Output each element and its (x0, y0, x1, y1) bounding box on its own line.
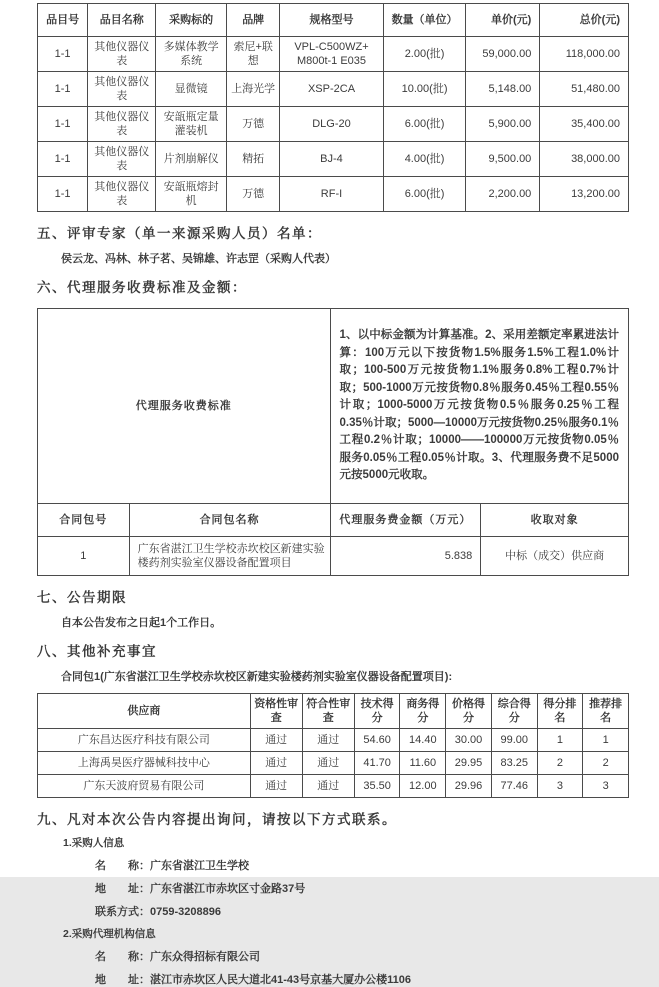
section9-heading: 九、凡对本次公告内容提出询问，请按以下方式联系。 (37, 812, 397, 827)
item-subject: 显微镜 (156, 72, 227, 107)
items-col-subject: 采购标的 (156, 4, 227, 37)
item-unit-price: 5,148.00 (466, 72, 540, 107)
pkg-name: 广东省湛江卫生学校赤坎校区新建实验楼药剂实验室仪器设备配置项目 (129, 537, 330, 576)
eval-header-row (38, 694, 629, 729)
conformity-result: 通过 (302, 752, 354, 775)
pkg-col-payer: 收取对象 (481, 504, 629, 537)
purchaser-contact: 联系方式：0759-3208896 (95, 906, 221, 918)
item-brand: 索尼+联想 (227, 37, 280, 72)
agency-name: 名 称：广东众得招标有限公司 (95, 951, 260, 963)
recommend-rank: 2 (583, 752, 629, 775)
eval-col-business: 商务得分 (400, 694, 446, 729)
pkg-fee-amount: 5.838 (330, 537, 481, 576)
section5-heading: 五、评审专家（单一来源采购人员）名单： (37, 226, 322, 241)
score-rank: 3 (537, 775, 583, 798)
items-table-header-row (38, 4, 629, 37)
item-total-price: 38,000.00 (540, 142, 629, 177)
pkg-no: 1 (38, 537, 130, 576)
pkg-payer: 中标（成交）供应商 (481, 537, 629, 576)
technical-score: 41.70 (354, 752, 400, 775)
item-quantity: 4.00(批) (383, 142, 466, 177)
item-no: 1-1 (38, 177, 88, 212)
announcement-period-text: 自本公告发布之日起1个工作日。 (61, 617, 222, 629)
eval-col-qualification: 资格性审查 (250, 694, 302, 729)
item-model: VPL-C500WZ+ M800t-1 E035 (280, 37, 383, 72)
business-score: 11.60 (400, 752, 446, 775)
item-no: 1-1 (38, 37, 88, 72)
item-unit-price: 9,500.00 (466, 142, 540, 177)
items-col-total-price: 总价(元) (540, 4, 629, 37)
contract-package-caption: 合同包1(广东省湛江卫生学校赤坎校区新建实验楼药剂实验室仪器设备配置项目): (61, 671, 453, 683)
item-brand: 精拓 (227, 142, 280, 177)
business-score: 12.00 (400, 775, 446, 798)
price-score: 29.95 (446, 752, 492, 775)
section7-heading: 七、公告期限 (37, 590, 127, 605)
item-brand: 上海光学 (227, 72, 280, 107)
agency-fee-table (37, 308, 629, 576)
item-subject: 片剂崩解仪 (156, 142, 227, 177)
table-row (38, 37, 629, 72)
item-name: 其他仪器仪表 (88, 37, 156, 72)
item-total-price: 35,400.00 (540, 107, 629, 142)
qualification-result: 通过 (250, 729, 302, 752)
item-total-price: 118,000.00 (540, 37, 629, 72)
overall-score: 99.00 (491, 729, 537, 752)
pkg-col-name: 合同包名称 (129, 504, 330, 537)
item-total-price: 51,480.00 (540, 72, 629, 107)
fee-standard-text: 1、以中标金额为计算基准。2、采用差额定率累进法计算：100万元以下按货物1.5%服务1.5%工程1.0%计取；100-500万元按货物1.1%服务0.8%工程0.7%计取；500-1000万元按货物0.8％服务0.45％工程0.55％计取；1000-5000万元按货物0.5％服务0.25％工程0.35％计取；5000—10000万元按货物0.25％服务0.1％工程0.2％计取；10000——100000万元按货物0.05％服务0.05％工程0.05％计取。3、代理服务费不足5000元按5000元收取。 (330, 309, 628, 504)
item-unit-price: 2,200.00 (466, 177, 540, 212)
technical-score: 35.50 (354, 775, 400, 798)
score-rank: 1 (537, 729, 583, 752)
item-unit-price: 5,900.00 (466, 107, 540, 142)
section8-heading: 八、其他补充事宜 (37, 644, 157, 659)
eval-col-price: 价格得分 (446, 694, 492, 729)
purchaser-name: 名 称：广东省湛江卫生学校 (95, 860, 249, 872)
eval-col-overall: 综合得分 (491, 694, 537, 729)
item-brand: 万德 (227, 177, 280, 212)
item-subject: 安瓿瓶定量灌装机 (156, 107, 227, 142)
expert-names: 侯云龙、冯林、林子茗、吴锦雄、许志罡（采购人代表） (61, 253, 336, 265)
items-col-item-name: 品目名称 (88, 4, 156, 37)
fee-standard-label: 代理服务收费标准 (38, 309, 331, 504)
table-row (38, 142, 629, 177)
price-score: 29.96 (446, 775, 492, 798)
overall-score: 77.46 (491, 775, 537, 798)
score-rank: 2 (537, 752, 583, 775)
item-name: 其他仪器仪表 (88, 142, 156, 177)
eval-col-supplier: 供应商 (38, 694, 251, 729)
item-quantity: 10.00(批) (383, 72, 466, 107)
item-model: RF-I (280, 177, 383, 212)
item-no: 1-1 (38, 107, 88, 142)
item-model: DLG-20 (280, 107, 383, 142)
pkg-col-fee-amount: 代理服务费金额（万元） (330, 504, 481, 537)
qualification-result: 通过 (250, 775, 302, 798)
section6-heading: 六、代理服务收费标准及金额： (37, 280, 247, 295)
conformity-result: 通过 (302, 775, 354, 798)
item-total-price: 13,200.00 (540, 177, 629, 212)
eval-col-technical: 技术得分 (354, 694, 400, 729)
items-col-model: 规格型号 (280, 4, 383, 37)
item-model: XSP-2CA (280, 72, 383, 107)
conformity-result: 通过 (302, 729, 354, 752)
package-data-row (38, 537, 629, 576)
package-header-row (38, 504, 629, 537)
recommend-rank: 3 (583, 775, 629, 798)
supplier-name: 广东天波府贸易有限公司 (38, 775, 251, 798)
pkg-col-no: 合同包号 (38, 504, 130, 537)
item-name: 其他仪器仪表 (88, 177, 156, 212)
recommend-rank: 1 (583, 729, 629, 752)
supplier-name: 广东昌达医疗科技有限公司 (38, 729, 251, 752)
item-no: 1-1 (38, 142, 88, 177)
item-subject: 多媒体教学系统 (156, 37, 227, 72)
table-row (38, 177, 629, 212)
item-unit-price: 59,000.00 (466, 37, 540, 72)
items-col-item-no: 品目号 (38, 4, 88, 37)
business-score: 14.40 (400, 729, 446, 752)
item-name: 其他仪器仪表 (88, 72, 156, 107)
item-brand: 万德 (227, 107, 280, 142)
items-col-brand: 品牌 (227, 4, 280, 37)
item-subject: 安瓿瓶熔封机 (156, 177, 227, 212)
items-table (37, 3, 629, 212)
overall-score: 83.25 (491, 752, 537, 775)
eval-col-conformity: 符合性审查 (302, 694, 354, 729)
supplier-evaluation-table (37, 693, 629, 798)
price-score: 30.00 (446, 729, 492, 752)
item-quantity: 2.00(批) (383, 37, 466, 72)
item-no: 1-1 (38, 72, 88, 107)
eval-col-score-rank: 得分排名 (537, 694, 583, 729)
qualification-result: 通过 (250, 752, 302, 775)
item-model: BJ-4 (280, 142, 383, 177)
item-quantity: 6.00(批) (383, 177, 466, 212)
agency-info-title: 2.采购代理机构信息 (63, 928, 156, 940)
technical-score: 54.60 (354, 729, 400, 752)
supplier-name: 上海禹昊医疗器械科技中心 (38, 752, 251, 775)
item-name: 其他仪器仪表 (88, 107, 156, 142)
table-row (38, 775, 629, 798)
fee-standard-row (38, 309, 629, 504)
item-quantity: 6.00(批) (383, 107, 466, 142)
agency-address: 地 址：湛江市赤坎区人民大道北41-43号京基大厦办公楼1106 (95, 974, 411, 986)
eval-col-recommend-rank: 推荐排名 (583, 694, 629, 729)
items-col-quantity: 数量（单位） (383, 4, 466, 37)
items-col-unit-price: 单价(元) (466, 4, 540, 37)
table-row (38, 752, 629, 775)
table-row (38, 107, 629, 142)
purchaser-address: 地 址：广东省湛江市赤坎区寸金路37号 (95, 883, 306, 895)
table-row (38, 729, 629, 752)
table-row (38, 72, 629, 107)
purchaser-info-title: 1.采购人信息 (63, 837, 125, 849)
